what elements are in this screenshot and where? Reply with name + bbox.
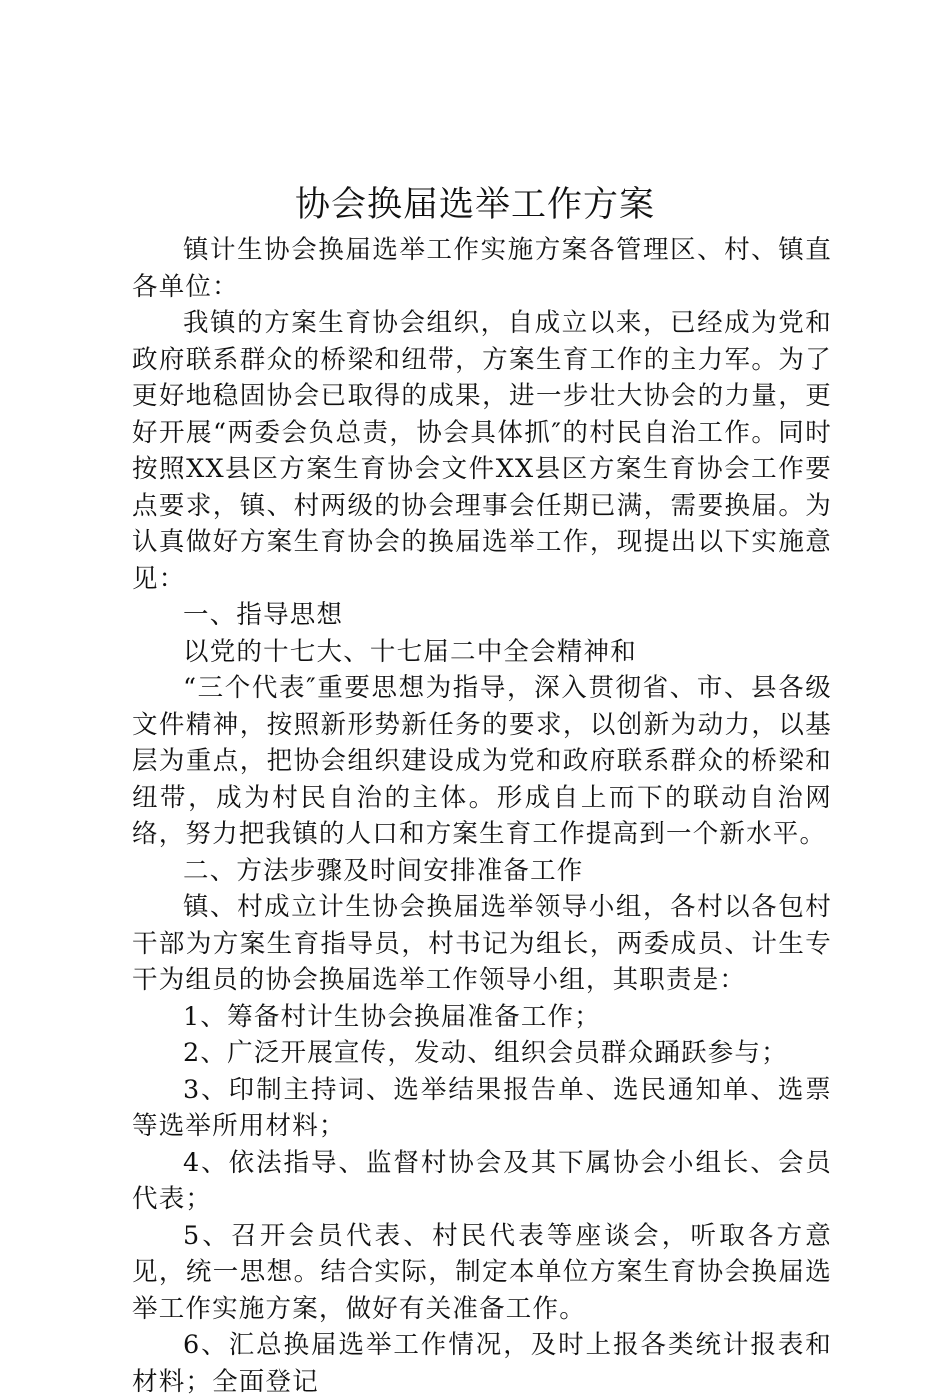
list-item-5: 5、召开会员代表、村民代表等座谈会，听取各方意见，统一思想。结合实际，制定本单位方案生育协会换届选举工作实施方案，做好有关准备工作。 <box>132 1220 832 1324</box>
list-item-2: 2、广泛开展宣传，发动、组织会员群众踊跃参与； <box>183 1038 788 1068</box>
document-title: 协会换届选举工作方案 <box>294 185 655 225</box>
paragraph-leading-group: 镇、村成立计生协会换届选举领导小组，各村以各包村干部为方案生育指导员，村书记为组长，两委成员、计生专干为组员的协会换届选举工作领导小组，其职责是： <box>132 892 832 995</box>
document-body <box>132 232 832 1400</box>
paragraph-guiding-line: 以党的十七大、十七届二中全会精神和 <box>183 636 637 667</box>
paragraph-intro: 我镇的方案生育协会组织，自成立以来，已经成为党和政府联系群众的桥梁和纽带，方案生育工作的主力军。为了更好地稳固协会已取得的成果，进一步壮大协会的力量，更好开展“两委会负总责，协会具体抓″的村民自治工作。同时按照XX县区方案生育协会文件XX县区方案生育协会工作要点要求，镇、村两级的协会理事会任期已满，需要换届。为认真做好方案生育协会的换届选举工作，现提出以下实施意见： <box>132 308 832 594</box>
section-heading-guiding-thought: 一、指导思想 <box>183 600 344 630</box>
list-item-6: 6、汇总换届选举工作情况，及时上报各类统计报表和材料；全面登记 <box>132 1330 832 1397</box>
paragraph-recipients: 镇计生协会换届选举工作实施方案各管理区、村、镇直各单位： <box>132 235 832 302</box>
list-item-4: 4、依法指导、监督村协会及其下属协会小组长、会员代表； <box>132 1147 832 1214</box>
list-item-1: 1、筹备村计生协会换届准备工作； <box>183 1001 601 1032</box>
section-heading-steps: 二、方法步骤及时间安排准备工作 <box>183 855 584 886</box>
paragraph-guiding-body: “三个代表″重要思想为指导，深入贯彻省、市、县各级文件精神，按照新形势新任务的要求，以创新为动力，以基层为重点，把协会组织建设成为党和政府联系群众的桥梁和纽带，成为村民自治的主体。形成自上而下的联动自治网络，努力把我镇的人口和方案生育工作提高到一个新水平。 <box>132 673 832 849</box>
list-item-3: 3、印制主持词、选举结果报告单、选民通知单、选票等选举所用材料； <box>132 1074 832 1141</box>
